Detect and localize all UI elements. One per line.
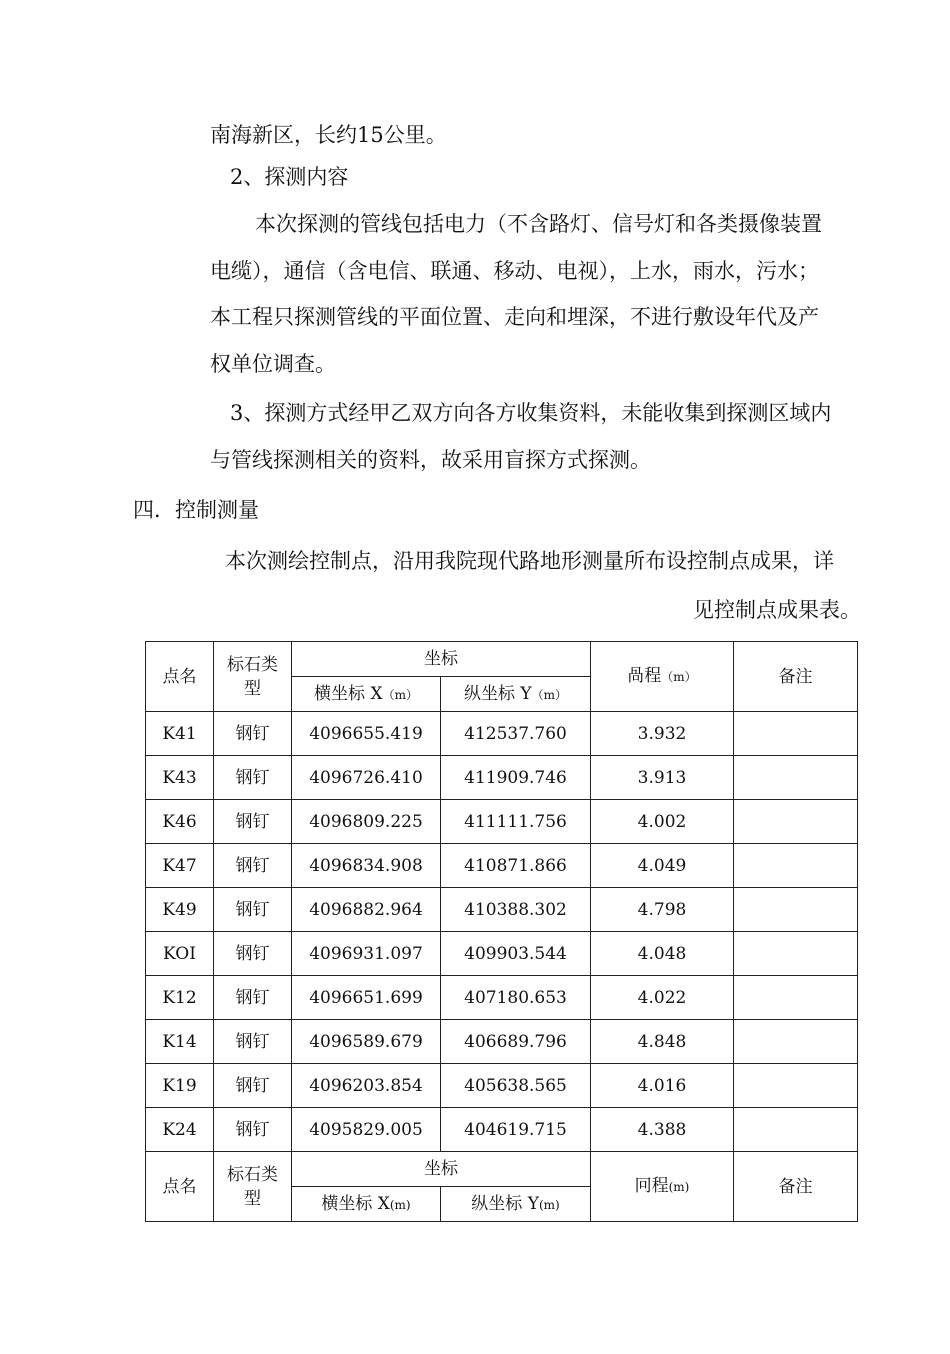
cell-y: 412537.760 xyxy=(441,712,591,756)
cell-x: 4096882.964 xyxy=(292,888,441,932)
paragraph-line: 3、探测方式经甲乙双方向各方收集资料，未能收集到探测区域内 xyxy=(230,401,832,425)
paragraph-line: 本次探测的管线包括电力（不含路灯、信号灯和各类摄像装置 xyxy=(255,212,822,236)
header-x-coordinate: 横坐标 X（m） xyxy=(292,677,441,712)
cell-point-name: K14 xyxy=(146,1020,214,1064)
cell-y: 410388.302 xyxy=(441,888,591,932)
cell-point-name: K43 xyxy=(146,756,214,800)
header-remark: 备注 xyxy=(734,642,858,712)
paragraph-line: 电缆），通信（含电信、联通、移动、电视），上水，雨水，污水； xyxy=(210,259,819,283)
header-point-name: 点名 xyxy=(146,642,214,712)
cell-point-name: K49 xyxy=(146,888,214,932)
cell-point-name: K19 xyxy=(146,1064,214,1108)
cell-y: 404619.715 xyxy=(441,1108,591,1152)
cell-stone-type: 钢钉 xyxy=(214,1020,292,1064)
cell-stone-type: 钢钉 xyxy=(214,888,292,932)
paragraph-line: 本工程只探测管线的平面位置、走向和埋深，不进行敷设年代及产 xyxy=(210,305,819,329)
table-row xyxy=(146,1064,858,1108)
cell-stone-type: 钢钉 xyxy=(214,932,292,976)
cell-remark xyxy=(734,756,858,800)
page-bottom-margin xyxy=(140,1224,870,1354)
paragraph-line: 权单位调查。 xyxy=(210,352,336,376)
cell-y: 409903.544 xyxy=(441,932,591,976)
cell-elevation: 3.913 xyxy=(591,756,734,800)
table-row xyxy=(146,976,858,1020)
header-elevation: 冋程(m) xyxy=(591,1152,734,1222)
cell-point-name: K47 xyxy=(146,844,214,888)
cell-stone-type: 钢钉 xyxy=(214,976,292,1020)
table-row xyxy=(146,1108,858,1152)
cell-stone-type: 钢钉 xyxy=(214,712,292,756)
table-row xyxy=(146,844,858,888)
header-y-coordinate: 纵坐标 Y（m） xyxy=(441,677,591,712)
table-row xyxy=(146,1020,858,1064)
cell-point-name: K46 xyxy=(146,800,214,844)
cell-remark xyxy=(734,1108,858,1152)
cell-y: 410871.866 xyxy=(441,844,591,888)
cell-y: 411111.756 xyxy=(441,800,591,844)
cell-remark xyxy=(734,976,858,1020)
table-header-row-repeat xyxy=(146,1152,858,1187)
cell-x: 4096834.908 xyxy=(292,844,441,888)
cell-elevation: 4.848 xyxy=(591,1020,734,1064)
cell-remark xyxy=(734,1020,858,1064)
cell-stone-type: 钢钉 xyxy=(214,844,292,888)
cell-point-name: K24 xyxy=(146,1108,214,1152)
cell-elevation: 4.002 xyxy=(591,800,734,844)
cell-x: 4096809.225 xyxy=(292,800,441,844)
paragraph-line: 本次测绘控制点，沿用我院现代路地形测量所布设控制点成果，详 xyxy=(225,549,834,573)
cell-x: 4096726.410 xyxy=(292,756,441,800)
cell-remark xyxy=(734,712,858,756)
header-elevation: 咼程（m） xyxy=(591,642,734,712)
table-row xyxy=(146,932,858,976)
table-row xyxy=(146,800,858,844)
header-y-coordinate: 纵坐标 Y(m) xyxy=(441,1187,591,1222)
cell-x: 4096931.097 xyxy=(292,932,441,976)
paragraph-line: 见控制点成果表。 xyxy=(693,598,861,622)
control-point-table xyxy=(145,641,858,1222)
cell-y: 407180.653 xyxy=(441,976,591,1020)
cell-point-name: KOI xyxy=(146,932,214,976)
header-coordinates: 坐标 xyxy=(292,1152,591,1187)
cell-point-name: K41 xyxy=(146,712,214,756)
table-header-row xyxy=(146,642,858,677)
table-row xyxy=(146,888,858,932)
cell-elevation: 4.022 xyxy=(591,976,734,1020)
cell-elevation: 3.932 xyxy=(591,712,734,756)
cell-x: 4096203.854 xyxy=(292,1064,441,1108)
cell-stone-type: 钢钉 xyxy=(214,800,292,844)
cell-elevation: 4.048 xyxy=(591,932,734,976)
cell-y: 405638.565 xyxy=(441,1064,591,1108)
cell-elevation: 4.798 xyxy=(591,888,734,932)
cell-y: 411909.746 xyxy=(441,756,591,800)
table-row xyxy=(146,712,858,756)
cell-stone-type: 钢钉 xyxy=(214,1108,292,1152)
cell-remark xyxy=(734,844,858,888)
cell-stone-type: 钢钉 xyxy=(214,1064,292,1108)
cell-x: 4095829.005 xyxy=(292,1108,441,1152)
table-row xyxy=(146,756,858,800)
cell-stone-type: 钢钉 xyxy=(214,756,292,800)
paragraph-line: 南海新区，长约15公里。 xyxy=(210,123,447,147)
header-x-coordinate: 横坐标 X(m) xyxy=(292,1187,441,1222)
cell-x: 4096655.419 xyxy=(292,712,441,756)
cell-remark xyxy=(734,888,858,932)
cell-elevation: 4.016 xyxy=(591,1064,734,1108)
cell-point-name: K12 xyxy=(146,976,214,1020)
cell-x: 4096589.679 xyxy=(292,1020,441,1064)
section-heading: 四．控制测量 xyxy=(133,498,259,522)
cell-remark xyxy=(734,932,858,976)
paragraph-line: 与管线探测相关的资料，故采用盲探方式探测。 xyxy=(210,448,651,472)
header-stone-type: 标石类 型 xyxy=(214,642,292,712)
header-point-name: 点名 xyxy=(146,1152,214,1222)
cell-y: 406689.796 xyxy=(441,1020,591,1064)
cell-remark xyxy=(734,800,858,844)
header-coordinates: 坐标 xyxy=(292,642,591,677)
subheading-detection-content: 2、探测内容 xyxy=(230,165,349,189)
header-remark: 备注 xyxy=(734,1152,858,1222)
header-stone-type: 标石类 型 xyxy=(214,1152,292,1222)
cell-elevation: 4.049 xyxy=(591,844,734,888)
cell-remark xyxy=(734,1064,858,1108)
cell-x: 4096651.699 xyxy=(292,976,441,1020)
cell-elevation: 4.388 xyxy=(591,1108,734,1152)
